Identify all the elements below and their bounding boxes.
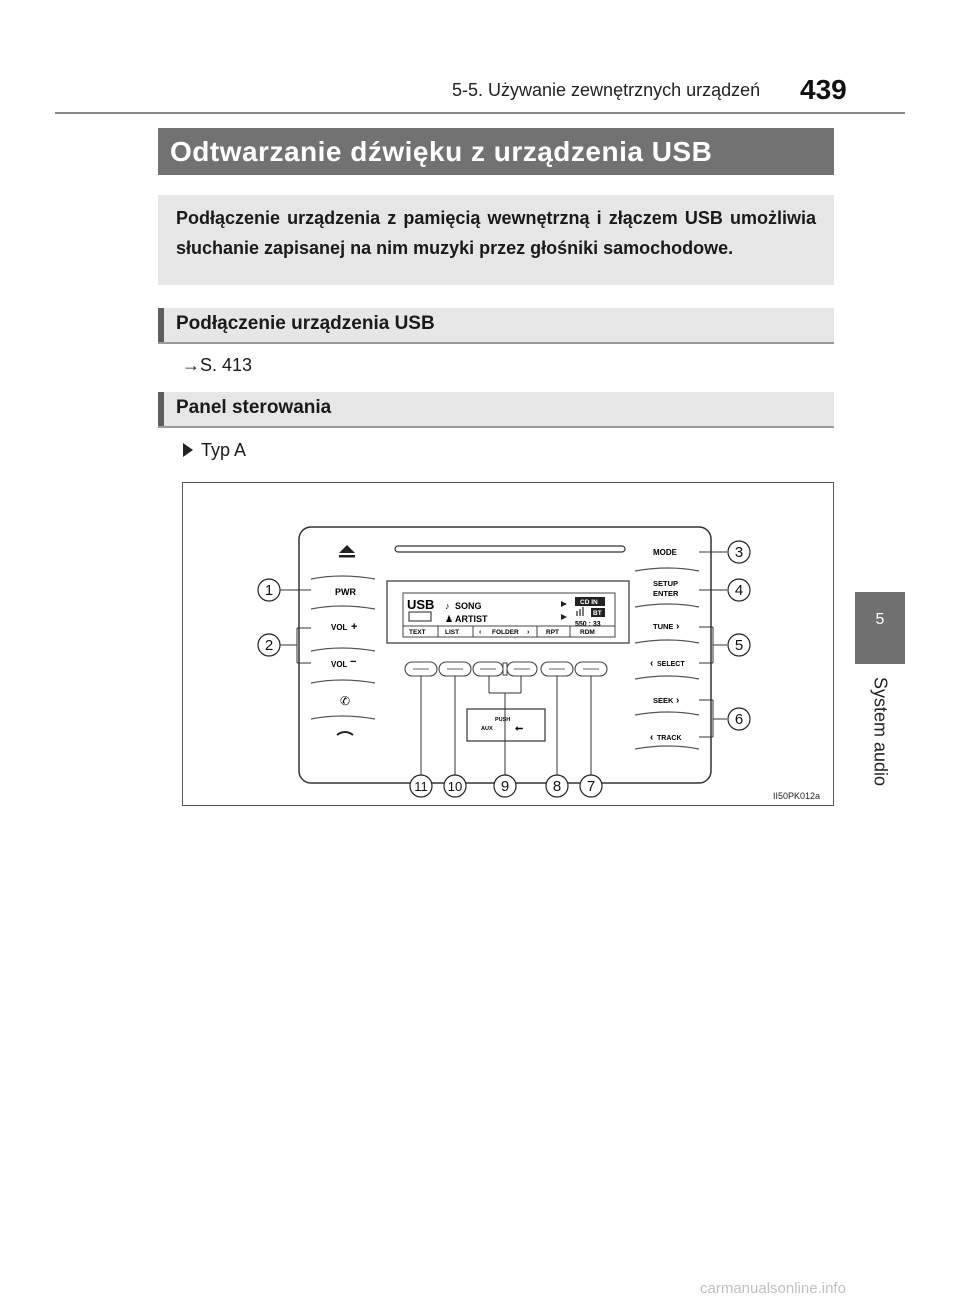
select-label: SELECT — [657, 661, 685, 668]
bt-badge-text: BT — [593, 610, 602, 617]
phone-pickup-icon: ✆ — [340, 694, 351, 708]
audio-panel-figure — [182, 482, 834, 806]
setup-label: SETUP — [653, 579, 679, 588]
pwr-label: PWR — [335, 587, 356, 597]
tune-label: TUNE — [653, 622, 674, 631]
vol-up-label: VOL — [331, 623, 348, 632]
subheading-usb-connection — [158, 308, 834, 344]
chapter-number: 5 — [875, 611, 885, 628]
audio-panel-diagram — [183, 483, 833, 805]
callout-10: 10 — [447, 779, 463, 794]
subheading-label: Panel sterowania — [176, 397, 332, 418]
softkey-list: LIST — [445, 629, 460, 636]
cd-badge-text: CD IN — [580, 599, 598, 606]
softkey-rpt: RPT — [546, 629, 559, 636]
softkey-center-divider — [503, 663, 507, 675]
callout-1: 1 — [264, 582, 274, 599]
usb-icon: ⭠ — [515, 723, 523, 734]
intro-box — [158, 195, 834, 285]
cd-slot — [395, 546, 625, 552]
mode-label: MODE — [653, 548, 677, 557]
person-icon: ♟ — [445, 614, 454, 624]
port-aux-label: AUX — [481, 726, 493, 732]
softkey-rdm: RDM — [580, 629, 595, 636]
display-song: SONG — [455, 601, 482, 611]
callout-2: 2 — [264, 637, 274, 654]
page-reference[interactable] — [182, 355, 252, 376]
callout-5: 5 — [734, 637, 744, 654]
chapter-title: System audio — [870, 677, 891, 787]
header-rule — [55, 112, 905, 114]
type-label — [183, 440, 246, 461]
type-text: Typ A — [201, 440, 247, 460]
vol-down-label: VOL — [331, 660, 348, 669]
plus-icon: + — [351, 621, 358, 633]
title-bar — [158, 128, 834, 175]
callout-9: 9 — [500, 778, 510, 795]
figure-id: II50PK012a — [773, 791, 821, 801]
callout-3: 3 — [734, 544, 744, 561]
callout-4: 4 — [734, 582, 744, 599]
softkey-folder: FOLDER — [492, 629, 519, 636]
subheading-stripe — [158, 308, 164, 342]
callout-7: 7 — [586, 778, 596, 795]
track-label: TRACK — [657, 735, 682, 742]
callout-8: 8 — [552, 778, 562, 795]
triangle-bullet-icon — [183, 443, 193, 457]
chevron-left-icon: ‹ — [650, 732, 654, 743]
watermark: carmanualsonline.info — [700, 1280, 846, 1297]
page-number: 439 — [800, 74, 847, 105]
chevron-left-icon: ‹ — [650, 658, 654, 669]
callout-11: 11 — [414, 779, 428, 794]
subheading-stripe — [158, 392, 164, 426]
chevron-right-icon: › — [527, 629, 530, 636]
chevron-left-icon: ‹ — [479, 629, 482, 636]
subheading-label: Podłączenie urządzenia USB — [176, 313, 435, 334]
seek-label: SEEK — [653, 696, 674, 705]
reference-text: S. 413 — [200, 355, 253, 375]
chevron-right-icon: › — [676, 621, 680, 632]
subheading-control-panel — [158, 392, 834, 428]
display-time: 550 : 33 — [575, 621, 601, 628]
callout-6: 6 — [734, 711, 744, 728]
music-note-icon: ♪ — [445, 601, 450, 611]
softkey-text: TEXT — [409, 629, 426, 636]
eject-icon-bar — [339, 555, 355, 558]
page-title: Odtwarzanie dźwięku z urządzenia USB — [170, 136, 713, 167]
arrow-right-icon: → — [182, 355, 200, 375]
section-header: 5-5. Używanie zewnętrznych urządzeń — [452, 80, 761, 100]
display-source: USB — [407, 597, 435, 612]
display-artist: ARTIST — [455, 614, 488, 624]
intro-text: Podłączenie urządzenia z pamięcią wewnętrzną i złączem USB umożliwia słuchanie zapisanej na nim muzyki przez głośniki samochodowe. — [176, 208, 816, 258]
enter-label: ENTER — [653, 589, 679, 598]
chapter-title-vertical — [860, 677, 900, 797]
aux-usb-port — [467, 709, 545, 741]
chevron-right-icon: › — [676, 695, 680, 706]
port-push-label: PUSH — [495, 717, 511, 723]
minus-icon: − — [350, 656, 357, 668]
